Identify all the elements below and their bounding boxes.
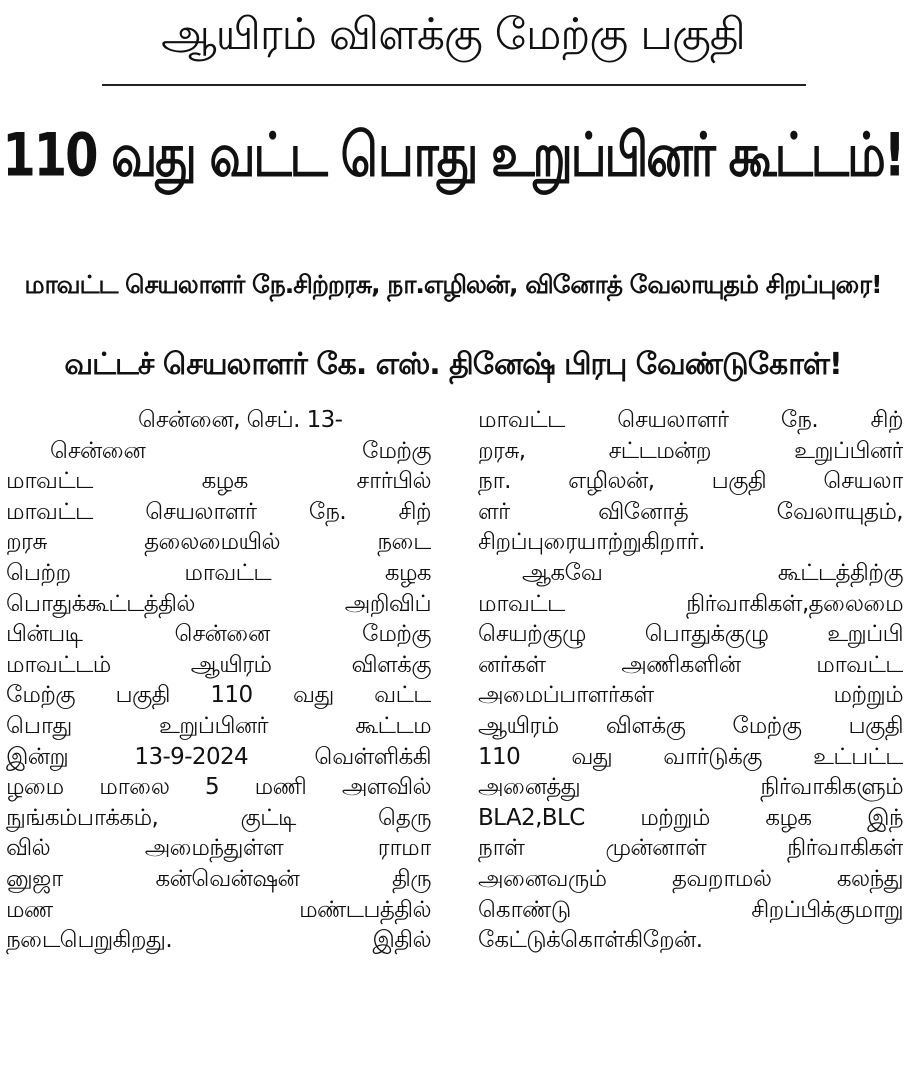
article-line: மாவட்டம் ஆயிரம் விளக்கு [6,651,431,678]
article-line: ஆகவே கூட்டத்திற்கு [522,559,903,586]
article-line: றரசு தலைமையில் நடை [6,529,431,556]
article-line: நாள் முன்னாள் நிர்வாகிகள் [478,835,903,862]
article-line: னுஜா கன்வென்ஷன் திரு [6,865,431,892]
article-line: அனைத்து நிர்வாகிகளும் [478,774,903,801]
article-line: மாவட்ட செயலாளர் நே. சிற் [478,407,903,433]
article-line: மண மண்டபத்தில் [6,896,431,923]
article-line: சிறப்புரையாற்றுகிறார். [478,529,705,556]
kicker-heading: ஆயிரம் விளக்கு மேற்கு பகுதி [161,8,745,60]
article-line: மாவட்ட கழக சார்பில் [6,468,431,495]
article-line: ளர் வினோத் வேலாயுதம், [478,498,903,525]
article-right-column [478,405,903,956]
article-line: BLA2,BLC மற்றும் கழக இந் [478,804,903,831]
subheading-speakers: மாவட்ட செயலாளர் நே.சிற்றரசு, நா.எழிலன், வினோத் வேலாயுதம் சிறப்புரை! [24,269,882,299]
article-line: அமைப்பாளர்கள் மற்றும் [478,682,903,709]
article-line: நுங்கம்பாக்கம், குட்டி தெரு [6,804,431,831]
article-line: ழமை மாலை 5 மணி அளவில் [6,774,431,801]
article-line: நா. எழிலன், பகுதி செயலா [478,468,903,495]
article-line: பொது உறுப்பினர் கூட்டம [6,712,431,739]
article-left-column [6,405,431,956]
article-dateline: சென்னை, செப். 13- [138,407,343,433]
article-line: நடைபெறுகிறது. இதில் [6,927,431,954]
article-line: கேட்டுக்கொள்கிறேன். [478,927,703,954]
article-line: றரசு, சட்டமன்ற உறுப்பினர் [478,437,903,464]
article-line: செயற்குழு பொதுக்குழு உறுப்பி [478,621,903,648]
article-line: கொண்டு சிறப்பிக்குமாறு [478,896,903,923]
main-headline: 110 வது வட்ட பொது உறுப்பினர் கூட்டம்! [2,120,904,191]
article-line: பொதுக்கூட்டத்தில் அறிவிப் [6,590,431,617]
article-line: வில் அமைந்துள்ள ராமா [6,835,431,862]
article-line: சென்னை மேற்கு [50,437,431,464]
subheading-request: வட்டச் செயலாளர் கே. எஸ். தினேஷ் பிரபு வேண்டுகோள்! [64,346,842,382]
article-line: னர்கள் அணிகளின் மாவட்ட [478,651,903,678]
article-line: மாவட்ட நிர்வாகிகள்,தலைமை [478,590,903,617]
article-line: இன்று 13-9-2024 வெள்ளிக்கி [6,743,431,770]
article-line: மேற்கு பகுதி 110 வது வட்ட [6,682,431,709]
article-line: அனைவரும் தவறாமல் கலந்து [478,865,903,892]
article-line: பின்படி சென்னை மேற்கு [6,621,431,648]
article-line: ஆயிரம் விளக்கு மேற்கு பகுதி [478,712,903,739]
article-line: மாவட்ட செயலாளர் நே. சிற் [6,498,431,525]
article-line: 110 வது வார்டுக்கு உட்பட்ட [478,743,903,770]
article-line: பெற்ற மாவட்ட கழக [6,559,431,586]
